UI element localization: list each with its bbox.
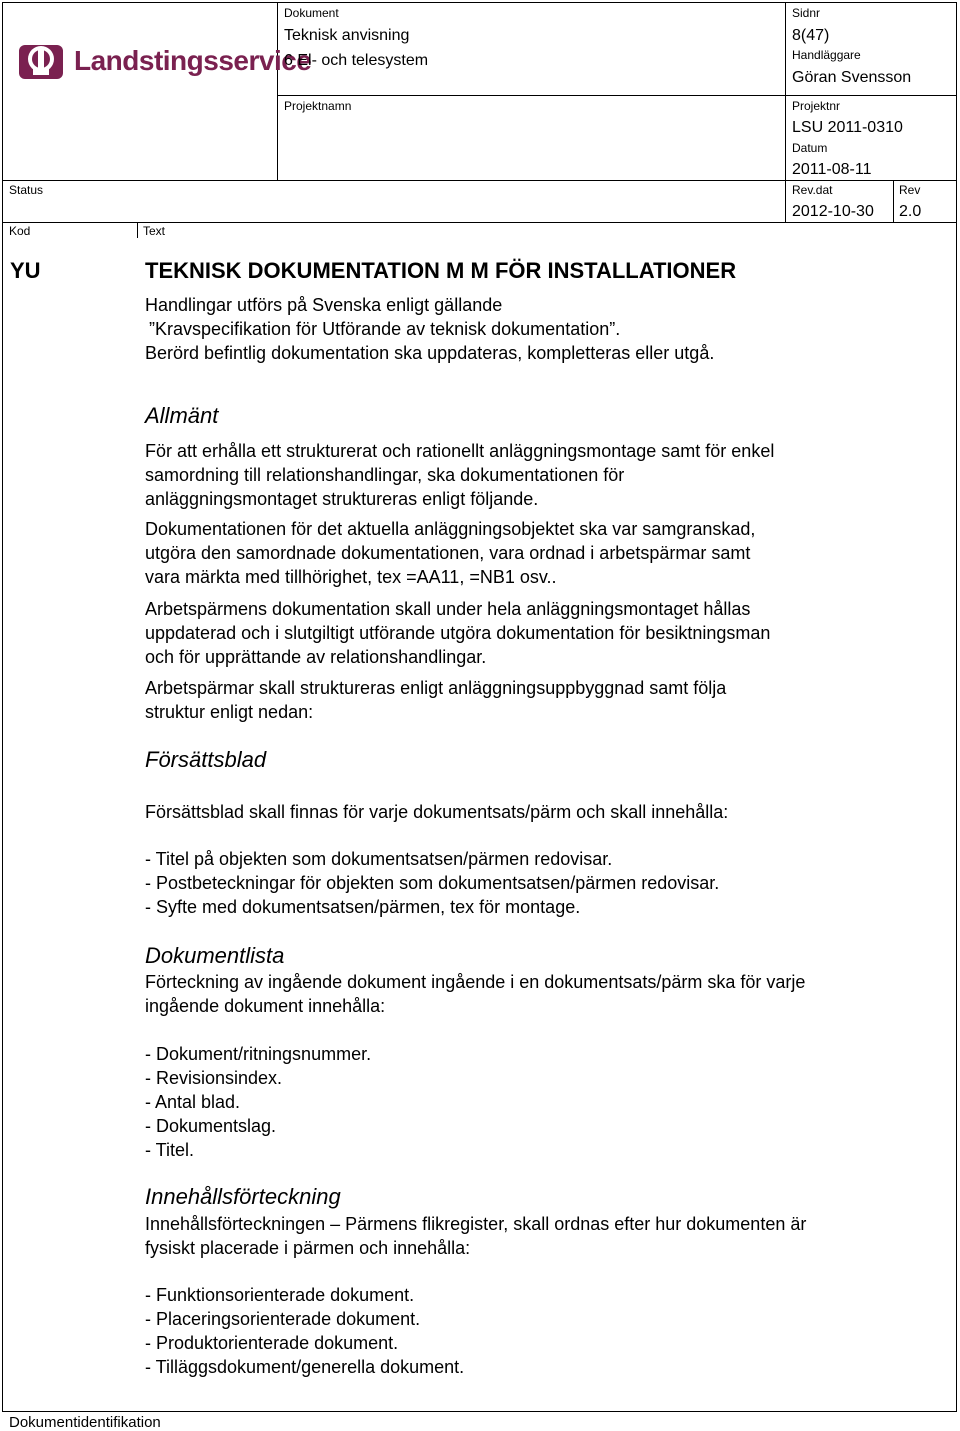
intro-line: ”Kravspecifikation för Utförande av teknisk dokumentation”. — [149, 319, 621, 339]
dokument-value-2: 6 El- och telesystem — [284, 52, 429, 69]
handlaggare-value: Göran Svensson — [792, 69, 912, 86]
revdat-value: 2012-10-30 — [792, 203, 874, 220]
status-label: Status — [9, 183, 44, 197]
paragraph-line: och för upprättande av relationshandlingar. — [145, 647, 487, 667]
handlaggare-label: Handläggare — [792, 48, 861, 62]
list-item: - Postbeteckningar för objekten som dokumentsatsen/pärmen redovisar. — [145, 873, 720, 893]
list-item: - Dokument/ritningsnummer. — [145, 1044, 372, 1064]
section-title: TEKNISK DOKUMENTATION M M FÖR INSTALLATIONER — [145, 258, 737, 283]
intro-line: Berörd befintlig dokumentation ska uppdateras, kompletteras eller utgå. — [145, 343, 715, 363]
border-left — [2, 2, 3, 1412]
heading-dokumentlista: Dokumentlista — [145, 943, 285, 968]
intro-line: Handlingar utförs på Svenska enligt gällande — [145, 295, 503, 315]
list-item: - Titel på objekten som dokumentsatsen/pärmen redovisar. — [145, 849, 613, 869]
border-bottom — [2, 1411, 957, 1412]
paragraph-line: fysiskt placerade i pärmen och innehålla: — [145, 1238, 471, 1258]
forsattsblad-text — [145, 800, 935, 824]
border-top — [2, 2, 957, 3]
heading-forsattsblad: Försättsblad — [145, 747, 267, 772]
dokumentlista-text — [145, 970, 935, 1018]
list-item: - Syfte med dokumentsatsen/pärmen, tex för montage. — [145, 897, 581, 917]
paragraph-line: samordning till relationshandlingar, ska dokumentationen för — [145, 465, 625, 485]
list-item: - Tilläggsdokument/generella dokument. — [145, 1357, 465, 1377]
revdat-label: Rev.dat — [792, 183, 833, 197]
rev-value: 2.0 — [899, 203, 922, 220]
paragraph-line: Innehållsförteckningen – Pärmens flikregister, skall ordnas efter hur dokumenten är — [145, 1214, 807, 1234]
text-label: Text — [143, 224, 166, 238]
forsattsblad-list — [145, 847, 935, 919]
list-item: - Dokumentslag. — [145, 1116, 277, 1136]
header-row-line-1 — [277, 95, 957, 96]
company-logo — [18, 38, 311, 83]
section-code: YU — [10, 258, 41, 283]
allmant-paragraph-4 — [145, 676, 935, 724]
border-right — [956, 2, 957, 1412]
kod-divider — [137, 222, 138, 238]
innehall-text — [145, 1212, 935, 1260]
list-item: - Revisionsindex. — [145, 1068, 283, 1088]
paragraph-line: Dokumentationen för det aktuella anläggningsobjektet ska var samgranskad, — [145, 519, 756, 539]
header-row-line-3 — [2, 222, 957, 223]
header-divider-2 — [785, 2, 786, 222]
list-item: - Antal blad. — [145, 1092, 241, 1112]
paragraph-line: Arbetspärmens dokumentation skall under hela anläggningsmontaget hållas — [145, 599, 751, 619]
dokument-label: Dokument — [284, 6, 339, 20]
intro-text — [145, 293, 935, 365]
datum-label: Datum — [792, 141, 828, 155]
paragraph-line: Förteckning av ingående dokument ingående i en dokumentsats/pärm ska för varje — [145, 972, 806, 992]
list-item: - Titel. — [145, 1140, 195, 1160]
paragraph-line: struktur enligt nedan: — [145, 702, 314, 722]
projektnr-value: LSU 2011-0310 — [792, 119, 903, 136]
rev-divider — [893, 180, 894, 222]
logo-text: Landstingsservice — [74, 44, 312, 76]
paragraph-line: Försättsblad skall finnas för varje dokumentsats/pärm och skall innehålla: — [145, 802, 729, 822]
innehall-list — [145, 1283, 935, 1379]
paragraph-line: ingående dokument innehålla: — [145, 996, 386, 1016]
datum-value: 2011-08-11 — [792, 161, 872, 178]
header-divider-1 — [277, 2, 278, 180]
heading-innehall: Innehållsförteckning — [145, 1184, 341, 1209]
allmant-paragraph-2 — [145, 517, 935, 589]
dokument-value-1: Teknisk anvisning — [284, 27, 410, 44]
rev-label: Rev — [899, 183, 921, 197]
paragraph-line: anläggningsmontaget struktureras enligt följande. — [145, 489, 539, 509]
list-item: - Funktionsorienterade dokument. — [145, 1285, 415, 1305]
sidnr-label: Sidnr — [792, 6, 821, 20]
logo-mark-icon — [18, 39, 64, 83]
projektnamn-label: Projektnamn — [284, 99, 352, 113]
paragraph-line: uppdaterad och i slutgiltigt utförande utgöra dokumentation för besiktningsman — [145, 623, 771, 643]
kod-label: Kod — [9, 224, 31, 238]
sidnr-value: 8(47) — [792, 27, 830, 44]
heading-allmant: Allmänt — [145, 403, 219, 428]
paragraph-line: Arbetspärmar skall struktureras enligt anläggningsuppbyggnad samt följa — [145, 678, 727, 698]
list-item: - Placeringsorienterade dokument. — [145, 1309, 421, 1329]
list-item: - Produktorienterade dokument. — [145, 1333, 399, 1353]
paragraph-line: vara märkta med tillhörighet, tex =AA11, =NB1 osv.. — [145, 567, 557, 587]
allmant-paragraph-1 — [145, 439, 935, 511]
paragraph-line: För att erhålla ett strukturerat och rationellt anläggningsmontage samt för enkel — [145, 441, 775, 461]
paragraph-line: utgöra den samordnade dokumentationen, vara ordnad i arbetspärmar samt — [145, 543, 751, 563]
projektnr-label: Projektnr — [792, 99, 841, 113]
allmant-paragraph-3 — [145, 597, 935, 669]
doc-id-label: Dokumentidentifikation — [9, 1414, 161, 1431]
dokumentlista-list — [145, 1042, 935, 1162]
header-row-line-2 — [2, 180, 957, 181]
